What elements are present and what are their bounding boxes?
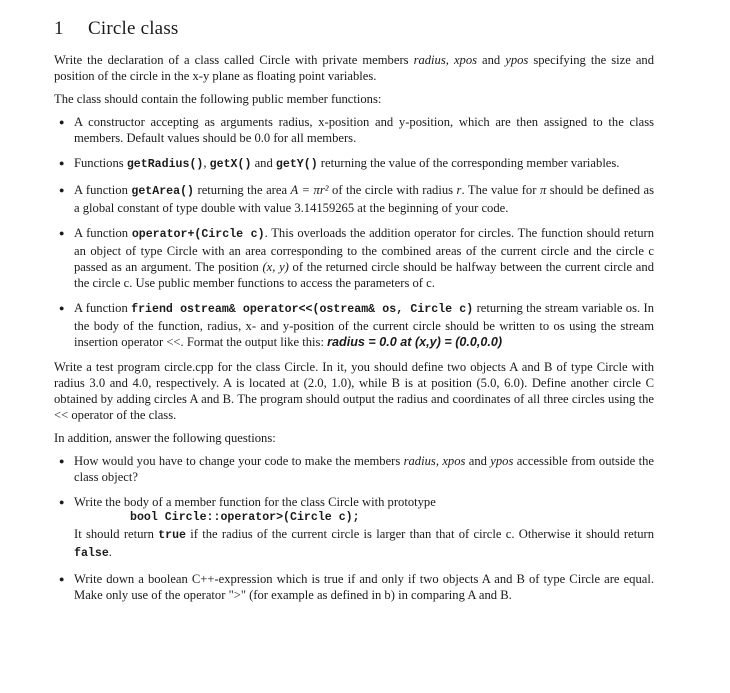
code-operator-plus: operator+(Circle c) — [131, 228, 265, 241]
member-xpos: xpos — [453, 53, 478, 67]
bullet-icon: ● — [59, 117, 65, 127]
bullet-icon: ● — [59, 158, 65, 168]
code-false: false — [74, 547, 109, 560]
code-getradius: getRadius() — [126, 158, 204, 171]
bullet-icon: ● — [59, 497, 65, 507]
bullet-icon: ● — [59, 574, 65, 584]
test-program-paragraph: Write a test program circle.cpp for the class Circle. In it, you should define two objects A and B of type Circle with radius 3.0 and 4.0, respectively. A is located at (2.0, 1.0), while B is at position (5.0, 6.0). Define another circle C obtained by adding circles A and B. The program should output the radius and coordinates of all three circles using the << operator of the class. — [54, 360, 654, 422]
member-radius: radius — [413, 53, 446, 67]
code-true: true — [158, 529, 187, 542]
code-getx: getX() — [209, 158, 252, 171]
bullet-icon: ● — [59, 456, 65, 466]
intro-paragraph: Write the declaration of a class called Circle with private members radius, xpos and ypos specifying the size and position of the circle in the x-y plane as floating point variables. — [54, 53, 655, 83]
code-prototype: bool Circle::operator>(Circle c); — [130, 511, 360, 524]
code-operator-stream: friend ostream& operator<<(ostream& os, Circle c) — [131, 303, 474, 316]
questions-intro: In addition, answer the following questions: — [54, 431, 276, 445]
functions-intro: The class should contain the following public member functions: — [54, 92, 382, 106]
question-item-equality: ● Write down a boolean C++-expression which is true if and only if two objects A and B of type Circle are equal. Make only use of the operator ">" (for example as defined in b) in comparing A and B. — [59, 572, 654, 602]
output-format: radius = 0.0 at (x,y) = (0.0,0.0) — [327, 335, 503, 349]
question-list — [54, 453, 654, 603]
list-item-getarea: ● A function getArea() returning the area A = πr² of the circle with radius r. The value for π should be defined as a global constant of type double with value 3.14159265 at the beginning of your code. — [59, 183, 654, 215]
area-formula: A = πr² — [290, 183, 329, 197]
section-number: 1 — [54, 18, 64, 39]
list-item-getters: ● Functions getRadius(), getX() and getY() returning the value of the corresponding member variables. — [59, 156, 620, 171]
bullet-icon: ● — [59, 185, 65, 195]
code-getarea: getArea() — [131, 185, 195, 198]
code-gety: getY() — [275, 158, 318, 171]
section-heading — [54, 18, 654, 40]
list-item-constructor: ● A constructor accepting as arguments radius, x-position and y-position, which are then assigned to the class members. Default values should be 0.0 for all members. — [59, 115, 654, 145]
list-item-operator-stream: ● A function friend ostream& operator<<(ostream& os, Circle c) returning the stream variable os. In the body of the function, radius, x- and y-position of the current circle should be written to os using the stream insertion operator <<. Format the output like this: radius = 0.0 at (x,y) = (0.0,0.0) — [59, 301, 655, 349]
bullet-icon: ● — [59, 303, 65, 313]
question-item-operator-greater: ● Write the body of a member function for the class Circle with prototype bool Circle::operator>(Circle c); It should return true if the radius of the current circle is larger than that of circle c. Otherwise it should return false. — [59, 495, 654, 560]
function-list — [54, 114, 654, 350]
list-item-operator-plus: ● A function operator+(Circle c). This overloads the addition operator for circles. The function should return an object of type Circle with an area corresponding to the combined areas of the current circle and the circle c passed as an argument. The position (x, y) of the returned circle should be halfway between the current circle and the circle c. Use public member functions to access the parameters of c. — [59, 226, 654, 290]
question-item-access: ● How would you have to change your code to make the members radius, xpos and ypos accessible from outside the class object? — [59, 454, 654, 484]
bullet-icon: ● — [59, 228, 65, 238]
section-title: Circle class — [88, 18, 179, 39]
member-ypos: ypos — [505, 53, 529, 67]
document-page — [54, 18, 654, 612]
